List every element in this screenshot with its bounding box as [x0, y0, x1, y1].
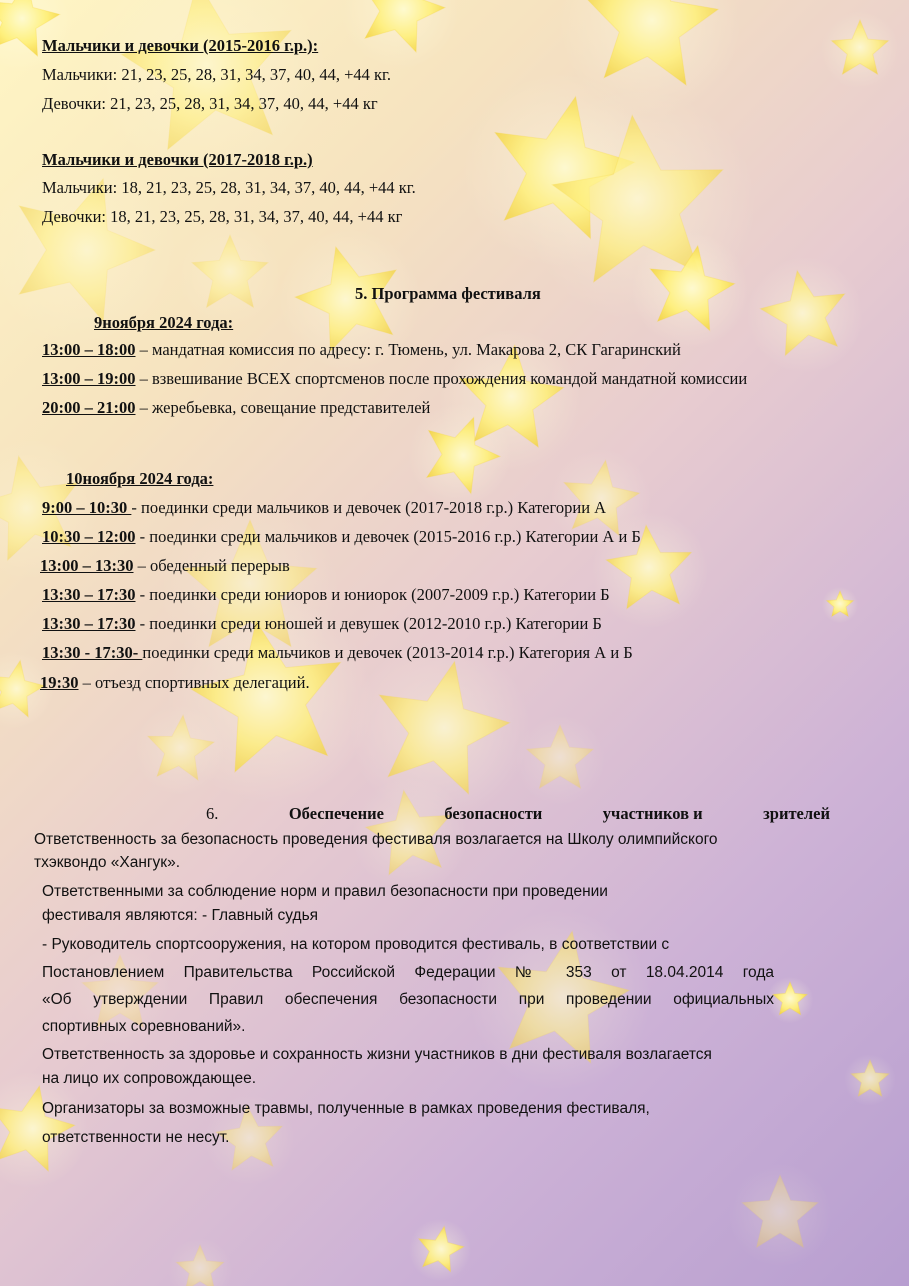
schedule-text: - поединки среди мальчиков и девочек (2017-2018 г.р.) Категории А: [131, 498, 607, 517]
schedule-item: [42, 398, 430, 418]
schedule-text: поединки среди мальчиков и девочек (2013-2014 г.р.) Категория А и Б: [142, 643, 633, 662]
cat2-boys: Мальчики: 18, 21, 23, 25, 28, 31, 34, 37, 40, 44, +44 кг.: [42, 178, 416, 197]
schedule-time: 9:00 – 10:30: [42, 498, 132, 517]
safety-heading: [206, 804, 830, 824]
safety-title-word: Обеспечение: [288, 804, 384, 823]
safety-title-word: участников и: [602, 804, 703, 823]
cat1-girls: Девочки: 21, 23, 25, 28, 31, 34, 37, 40, 44, +44 кг: [42, 94, 378, 113]
schedule-text: – взвешивание ВСЕХ спортсменов после прохождения командой мандатной комиссии: [135, 369, 748, 388]
schedule-time: 10:30 – 12:00: [42, 527, 136, 546]
safety-paragraph: Ответственность за безопасность проведения фестиваля возлагается на Школу олимпийского: [34, 831, 718, 848]
schedule-time: 13:00 – 13:30: [40, 556, 134, 575]
schedule-text: – обеденный перерыв: [133, 556, 290, 575]
schedule-item: [42, 643, 633, 663]
schedule-text: – жеребьевка, совещание представителей: [135, 398, 431, 417]
schedule-text: - поединки среди юниоров и юниорок (2007-2009 г.р.) Категории Б: [135, 585, 610, 604]
schedule-item: [42, 585, 610, 605]
safety-paragraph: ответственности не несут.: [42, 1129, 230, 1146]
schedule-time: 20:00 – 21:00: [42, 398, 136, 417]
schedule-time: 13:00 – 18:00: [42, 340, 136, 359]
schedule-text: - поединки среди юношей и девушек (2012-2010 г.р.) Категории Б: [135, 614, 602, 633]
safety-paragraph: Постановлением Правительства Российской Федерации № 353 от 18.04.2014 года: [42, 964, 774, 981]
schedule-time: 13:30 – 17:30: [42, 585, 136, 604]
safety-paragraph: Ответственность за здоровье и сохранность жизни участников в дни фестиваля возлагается: [42, 1046, 712, 1063]
safety-paragraph: спортивных соревнований».: [42, 1018, 246, 1035]
schedule-item: [42, 527, 641, 547]
cat2-heading: Мальчики и девочки (2017-2018 г.р.): [42, 150, 313, 169]
safety-paragraph: «Об утверждении Правил обеспечения безопасности при проведении официальных: [42, 991, 774, 1008]
safety-number: 6.: [206, 804, 219, 823]
schedule-time: 13:00 – 19:00: [42, 369, 136, 388]
schedule-time: 13:30 – 17:30: [42, 614, 136, 633]
program-title: 5. Программа фестиваля: [355, 284, 541, 303]
cat2-girls: Девочки: 18, 21, 23, 25, 28, 31, 34, 37, 40, 44, +44 кг: [42, 207, 403, 226]
day1-date: 9ноября 2024 года:: [94, 313, 234, 332]
safety-paragraph: фестиваля являются: - Главный судья: [42, 907, 319, 924]
schedule-item: [42, 369, 747, 389]
day2-date: 10ноября 2024 года:: [66, 469, 214, 488]
safety-title-word: безопасности: [444, 804, 543, 823]
safety-paragraph: на лицо их сопровождающее.: [42, 1070, 257, 1087]
schedule-item: [40, 556, 290, 576]
schedule-item: [40, 673, 310, 693]
schedule-time: 19:30: [40, 673, 79, 692]
safety-paragraph: тхэквондо «Хангук».: [34, 854, 181, 871]
schedule-item: [42, 498, 606, 518]
safety-paragraph: - Руководитель спортсооружения, на котором проводится фестиваль, в соответствии с: [42, 936, 670, 953]
schedule-time: 13:30 - 17:30-: [42, 643, 143, 662]
schedule-item: [42, 614, 602, 634]
safety-paragraph: Организаторы за возможные травмы, полученные в рамках проведения фестиваля,: [42, 1100, 650, 1117]
schedule-item: [42, 340, 681, 360]
cat1-heading: Мальчики и девочки (2015-2016 г.р.):: [42, 36, 319, 55]
safety-title-word: зрителей: [763, 804, 830, 823]
schedule-text: - поединки среди мальчиков и девочек (2015-2016 г.р.) Категории А и Б: [135, 527, 641, 546]
cat1-boys: Мальчики: 21, 23, 25, 28, 31, 34, 37, 40, 44, +44 кг.: [42, 65, 392, 84]
schedule-text: – мандатная комиссия по адресу: г. Тюмень, ул. Макарова 2, СК Гагаринский: [135, 340, 681, 359]
schedule-text: – отъезд спортивных делегаций.: [78, 673, 310, 692]
safety-paragraph: Ответственными за соблюдение норм и правил безопасности при проведении: [42, 883, 608, 900]
